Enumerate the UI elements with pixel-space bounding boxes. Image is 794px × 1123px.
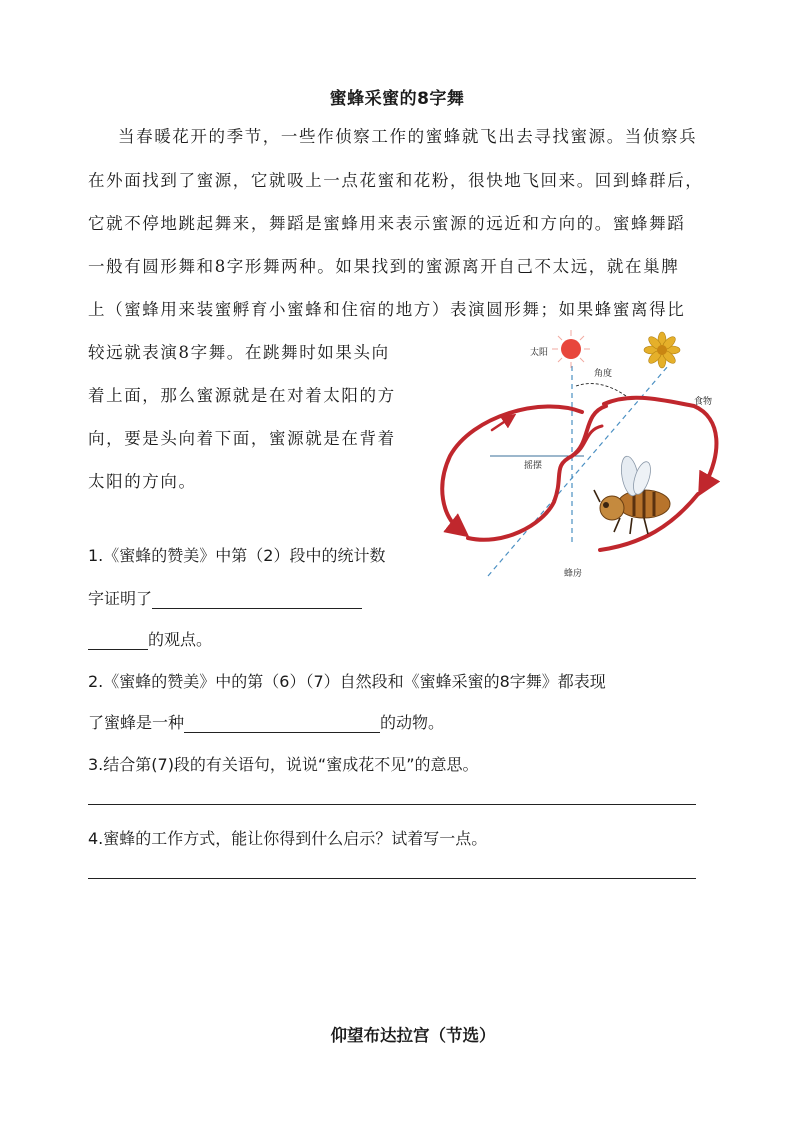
passage-line-6: 较远就表演8字舞。在跳舞时如果头向 bbox=[88, 343, 390, 362]
next-section-title: 仰望布达拉宫（节选） bbox=[330, 1026, 496, 1045]
angle-label: 角度 bbox=[594, 369, 613, 379]
bee-icon bbox=[594, 455, 670, 534]
question-2-line-1: 2.《蜜蜂的赞美》中的第（6）（7）自然段和《蜜蜂采蜜的8字舞》都表现 bbox=[88, 672, 606, 691]
question-1-text: 字证明了 bbox=[88, 589, 153, 608]
dance-loop-path bbox=[442, 398, 716, 550]
wag-label: 摇摆 bbox=[524, 461, 543, 471]
passage-line-2: 在外面找到了蜜源，它就吸上一点花蜜和花粉，很快地飞回来。回到蜂群后， bbox=[88, 171, 704, 190]
sun-label: 太阳 bbox=[530, 348, 549, 358]
food-label: 食物 bbox=[694, 397, 713, 407]
question-2-text: 了蜜蜂是一种 bbox=[88, 713, 185, 732]
question-3: 3.结合第(7)段的有关语句，说说“蜜成花不见”的意思。 bbox=[88, 755, 479, 774]
question-4-answer-line[interactable] bbox=[88, 878, 696, 879]
question-2-suffix: 的动物。 bbox=[380, 713, 445, 732]
passage-line-1: 当春暖花开的季节，一些作侦察工作的蜜蜂就飞出去寻找蜜源。当侦察兵 bbox=[118, 127, 698, 146]
flower-icon bbox=[644, 332, 680, 368]
angle-arc bbox=[576, 384, 626, 396]
question-3-answer-line[interactable] bbox=[88, 804, 696, 805]
hive-label: 蜂房 bbox=[564, 569, 583, 579]
question-1-line-3 bbox=[88, 630, 212, 650]
question-4: 4.蜜蜂的工作方式，能让你得到什么启示？试着写一点。 bbox=[88, 829, 488, 848]
passage-line-5: 上（蜜蜂用来装蜜孵育小蜜蜂和住宿的地方）表演圆形舞；如果蜂蜜离得比 bbox=[88, 300, 686, 319]
question-1-suffix: 的观点。 bbox=[148, 630, 213, 649]
question-1-answer-blank-2[interactable] bbox=[88, 633, 148, 650]
question-2-line-2 bbox=[88, 713, 444, 733]
question-1-answer-blank-1[interactable] bbox=[152, 592, 362, 609]
waggle-dance-figure bbox=[432, 326, 732, 586]
passage-line-7: 着上面，那么蜜源就是在对着太阳的方 bbox=[88, 386, 396, 405]
passage-line-4: 一般有圆形舞和8字形舞两种。如果找到的蜜源离开自己不太远，就在巢脾 bbox=[88, 257, 680, 276]
sun-icon bbox=[552, 330, 590, 368]
passage-line-3: 它就不停地跳起舞来，舞蹈是蜜蜂用来表示蜜源的远近和方向的。蜜蜂舞蹈 bbox=[88, 214, 686, 233]
passage-line-9: 太阳的方向。 bbox=[88, 472, 197, 491]
passage-line-8: 向，要是头向着下面，蜜源就是在背着 bbox=[88, 429, 396, 448]
question-1-line-2 bbox=[88, 589, 362, 609]
passage-title: 蜜蜂采蜜的8字舞 bbox=[329, 89, 465, 109]
question-2-answer-blank[interactable] bbox=[184, 716, 380, 733]
question-1-line-1: 1.《蜜蜂的赞美》中第（2）段中的统计数 bbox=[88, 546, 386, 565]
